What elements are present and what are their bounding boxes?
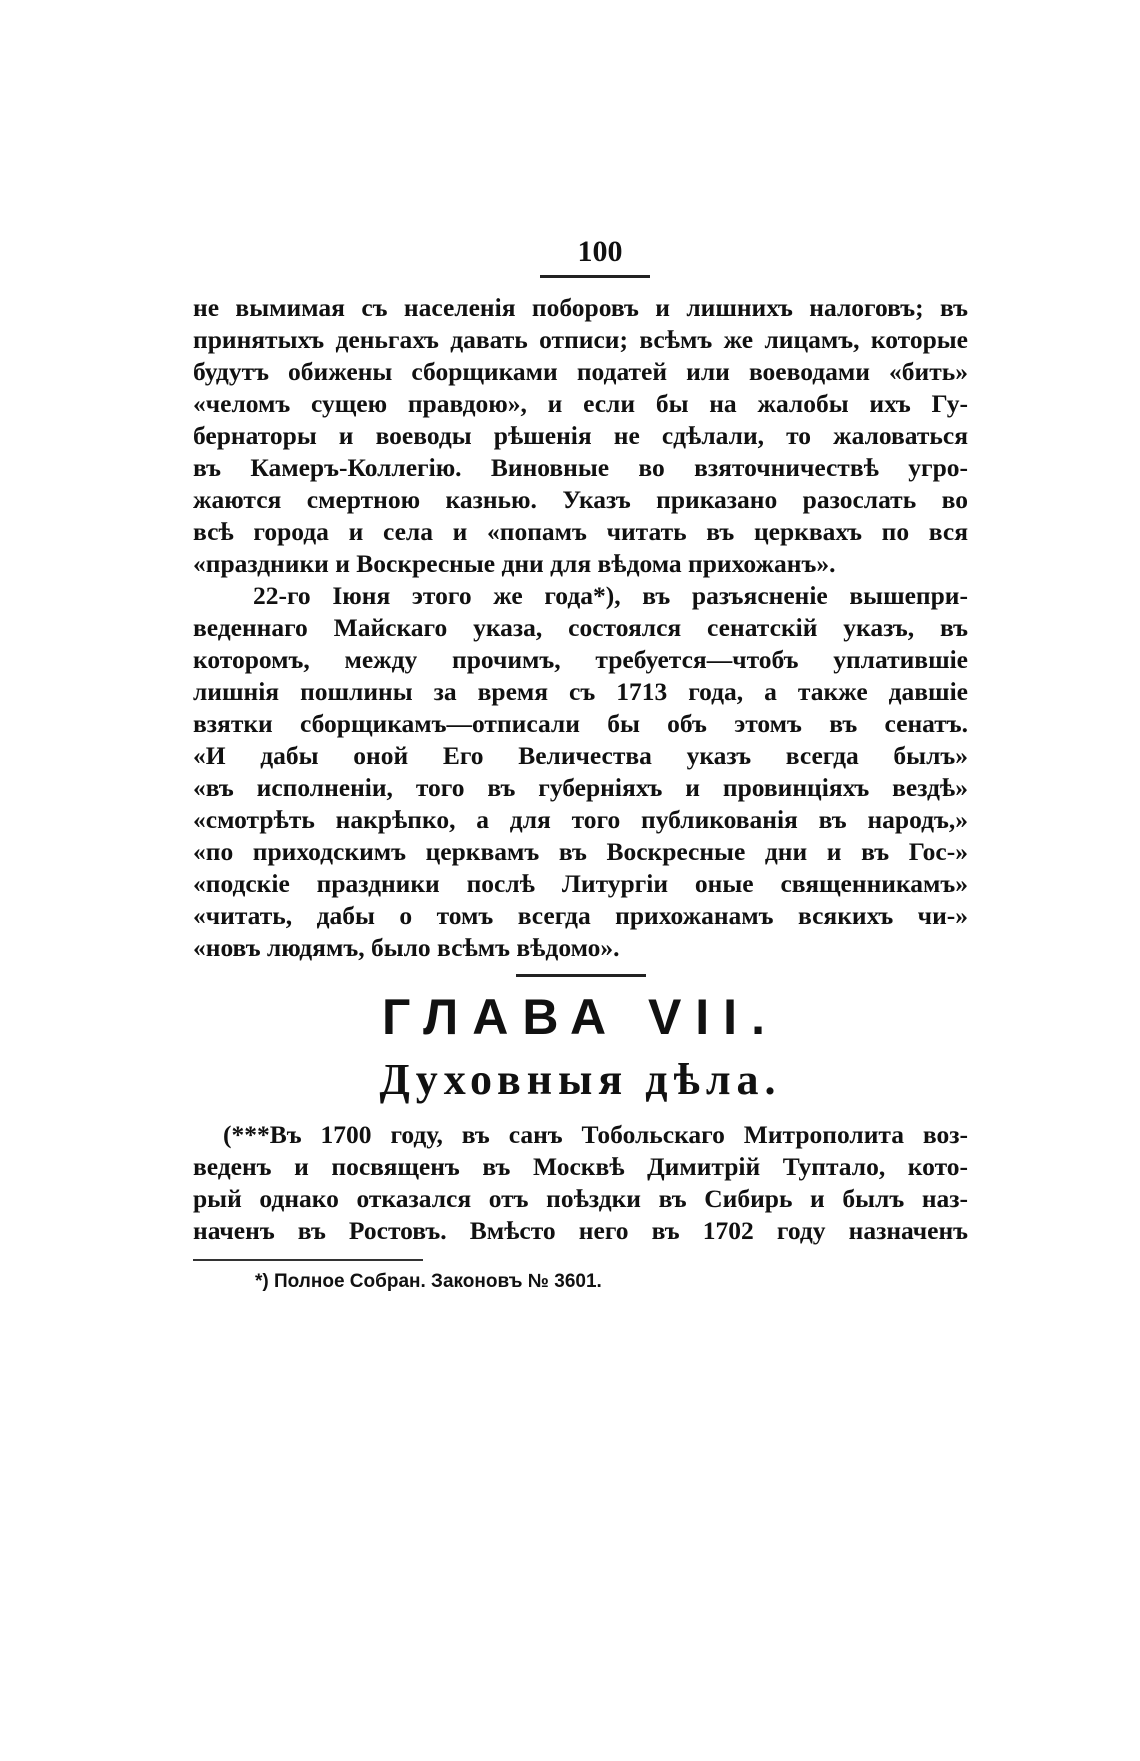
text-line: рый однако отказался отъ поѣздки въ Сибирь и былъ наз- — [193, 1184, 968, 1213]
chapter-subtitle: Духовныя дѣла. — [379, 1055, 782, 1104]
text-line: всѣ города и села и «попамъ читать въ церквахъ по вся — [193, 517, 968, 546]
text-line: взятки сборщикамъ—отписали бы объ этомъ въ сенатъ. — [193, 709, 968, 738]
text-line: 22-го Іюня этого же года*), въ разъясненіе вышепри- — [253, 581, 968, 610]
text-line: «праздники и Воскресные дни для вѣдома прихожанъ». — [193, 549, 836, 578]
text-line: «смотрѣть накрѣпко, а для того публикованія въ народъ,» — [193, 805, 968, 834]
text-line: «въ исполненіи, того въ губерніяхъ и провинціяхъ вездѣ» — [193, 773, 968, 802]
text-line: въ Камеръ-Коллегію. Виновные во взяточничествѣ угро- — [193, 453, 968, 482]
footnote: *) Полное Собран. Законовъ № 3601. — [255, 1271, 602, 1292]
footnote-rule — [193, 1259, 423, 1261]
text-line: «по приходскимъ церквамъ въ Воскресные дни и въ Гос-» — [193, 837, 968, 866]
text-line: «челомъ сущею правдою», и если бы на жалобы ихъ Гу- — [193, 389, 968, 418]
text-line: «подскіе праздники послѣ Литургіи оные священникамъ» — [193, 869, 968, 898]
text-block — [193, 292, 968, 1293]
header-rule — [540, 275, 650, 278]
text-line: бернаторы и воеводы рѣшенія не сдѣлали, то жаловаться — [193, 421, 968, 450]
text-line: «читать, дабы о томъ всегда прихожанамъ всякихъ чи-» — [193, 901, 968, 930]
section-divider — [516, 974, 646, 977]
page-number: 100 — [577, 235, 623, 268]
paragraph-2 — [193, 580, 968, 964]
text-line: которомъ, между прочимъ, требуется—чтобъ уплатившіе — [193, 645, 968, 674]
text-line: «новъ людямъ, было всѣмъ вѣдомо». — [193, 933, 620, 962]
text-line: наченъ въ Ростовъ. Вмѣсто него въ 1702 году назначенъ — [193, 1216, 968, 1245]
text-line: «И дабы оной Его Величества указъ всегда былъ» — [193, 741, 968, 770]
text-line: веденъ и посвященъ въ Москвѣ Димитрій Туптало, кото- — [193, 1152, 968, 1181]
text-line: не вымимая съ населенія поборовъ и лишнихъ налоговъ; въ — [193, 293, 968, 322]
paragraph-3 — [193, 1119, 968, 1247]
text-line: лишнія пошлины за время съ 1713 года, а также давшіе — [193, 677, 968, 706]
chapter-title: ГЛАВА VII. — [382, 989, 779, 1045]
text-line: веденнаго Майскаго указа, состоялся сенатскій указъ, въ — [193, 613, 968, 642]
paragraph-1 — [193, 292, 968, 580]
text-line: (***Въ 1700 году, въ санъ Тобольскаго Митрополита воз- — [223, 1120, 968, 1149]
text-line: будутъ обижены сборщиками податей или воеводами «бить» — [193, 357, 968, 386]
text-line: принятыхъ деньгахъ давать отписи; всѣмъ же лицамъ, которые — [193, 325, 968, 354]
text-line: жаются смертною казнью. Указъ приказано разослать во — [193, 485, 968, 514]
